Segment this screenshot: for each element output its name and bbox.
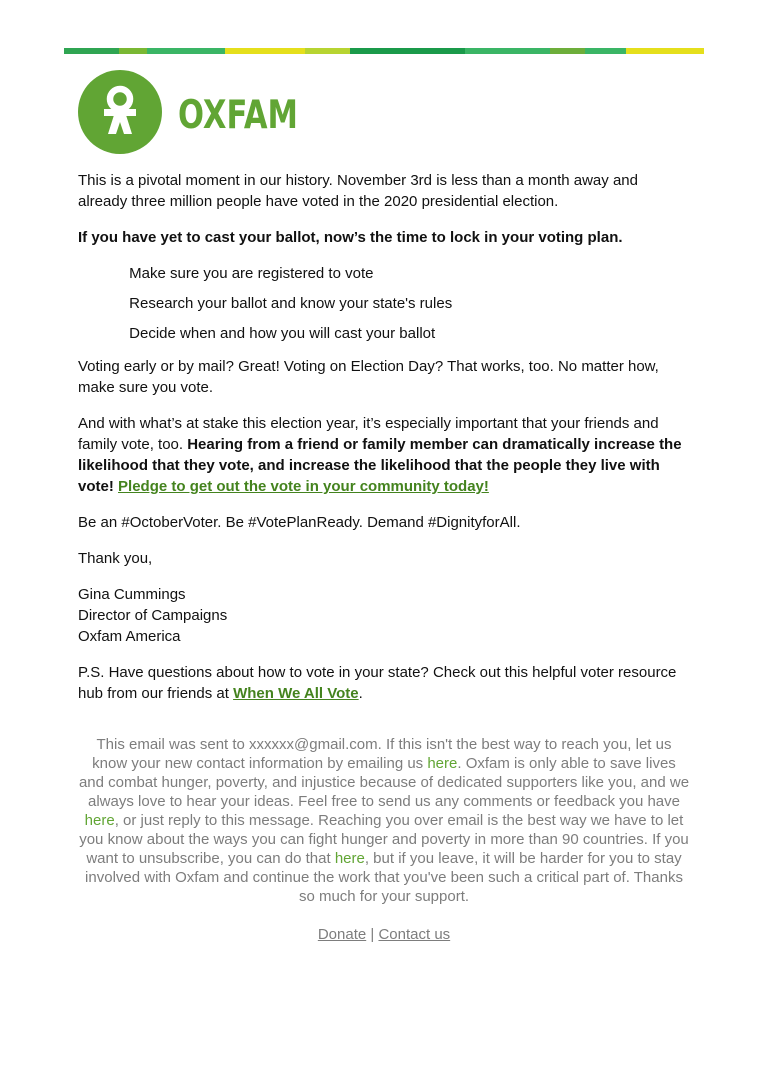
hashtags-paragraph: Be an #OctoberVoter. Be #VotePlanReady. Demand #DignityforAll. bbox=[78, 514, 521, 531]
friends-family-paragraph bbox=[78, 413, 690, 497]
list-item bbox=[118, 323, 690, 344]
footer-text-3: , or just reply to this message. Reaching you over email is the best way we have to let you know about the ways you can fight hunger and poverty in more than 90 countries. If you want to unsubscribe, you can do that bbox=[79, 812, 689, 867]
postscript-paragraph bbox=[78, 662, 690, 704]
email-footer bbox=[64, 719, 704, 944]
call-to-action-paragraph bbox=[78, 227, 690, 248]
when-we-all-vote-link[interactable]: When We All Vote bbox=[233, 685, 359, 702]
signature-title: Director of Campaigns bbox=[78, 607, 228, 624]
footer-text bbox=[78, 735, 690, 906]
voting-plan-list bbox=[78, 263, 690, 344]
list-item-text: Research your ballot and know your state's rules bbox=[129, 295, 453, 312]
footer-text-1: This email was sent to xxxxxx@gmail.com. If this isn't the best way to reach you, let us know your new contact information by emailing us bbox=[92, 736, 672, 772]
intro-paragraph: This is a pivotal moment in our history. November 3rd is less than a month away and already three million people have voted in the 2020 presidential election. bbox=[78, 172, 638, 210]
footer-link-separator: | bbox=[370, 926, 375, 943]
postscript-text: P.S. Have questions about how to vote in your state? Check out this helpful voter resource hub from our friends at bbox=[78, 664, 677, 702]
email-container bbox=[64, 48, 704, 944]
footer-here-link-contact[interactable]: here bbox=[427, 755, 458, 772]
header-color-bar bbox=[64, 48, 704, 54]
footer-here-link-feedback[interactable]: here bbox=[84, 812, 115, 829]
thank-you-text: Thank you, bbox=[78, 550, 153, 567]
call-to-action-text: If you have yet to cast your ballot, now’s the time to lock in your voting plan. bbox=[78, 229, 623, 246]
email-body bbox=[64, 170, 704, 704]
donate-link[interactable]: Donate bbox=[317, 926, 367, 943]
signature-name: Gina Cummings bbox=[78, 586, 186, 603]
friends-family-bold-text: Hearing from a friend or family member can dramatically increase the likelihood that they vote, and increase the likelihood that the people they live with vote! bbox=[78, 436, 682, 495]
list-item-text: Make sure you are registered to vote bbox=[129, 265, 374, 282]
postscript-end: . bbox=[358, 685, 363, 702]
oxfam-wordmark: OXFAM bbox=[178, 93, 298, 138]
list-item bbox=[118, 263, 690, 284]
footer-links bbox=[78, 925, 690, 944]
pledge-link[interactable]: Pledge to get out the vote in your community today! bbox=[118, 478, 489, 495]
oxfam-logo-icon bbox=[78, 70, 303, 160]
friends-family-text: And with what’s at stake this election year, it’s especially important that your friends and family vote, too. bbox=[78, 415, 659, 453]
oxfam-logo[interactable] bbox=[64, 54, 704, 170]
footer-text-4: , but if you leave, it will be harder for you to stay involved with Oxfam and continue the work that you've been such a critical part of. Thanks so much for your support. bbox=[85, 850, 683, 905]
footer-text-2: . Oxfam is only able to save lives and combat hunger, poverty, and injustice because of dedicated supporters like you, and we always love to hear your ideas. Feel free to send us any comments or feedback you have bbox=[78, 755, 690, 810]
voting-method-paragraph: Voting early or by mail? Great! Voting on Election Day? That works, too. No matter how, make sure you vote. bbox=[78, 358, 659, 396]
list-item-text: Decide when and how you will cast your ballot bbox=[129, 325, 436, 342]
list-item bbox=[118, 293, 690, 314]
signature-block bbox=[78, 584, 690, 647]
contact-us-link[interactable]: Contact us bbox=[378, 926, 451, 943]
footer-here-link-unsubscribe[interactable]: here bbox=[334, 850, 365, 867]
signature-organization: Oxfam America bbox=[78, 628, 181, 645]
